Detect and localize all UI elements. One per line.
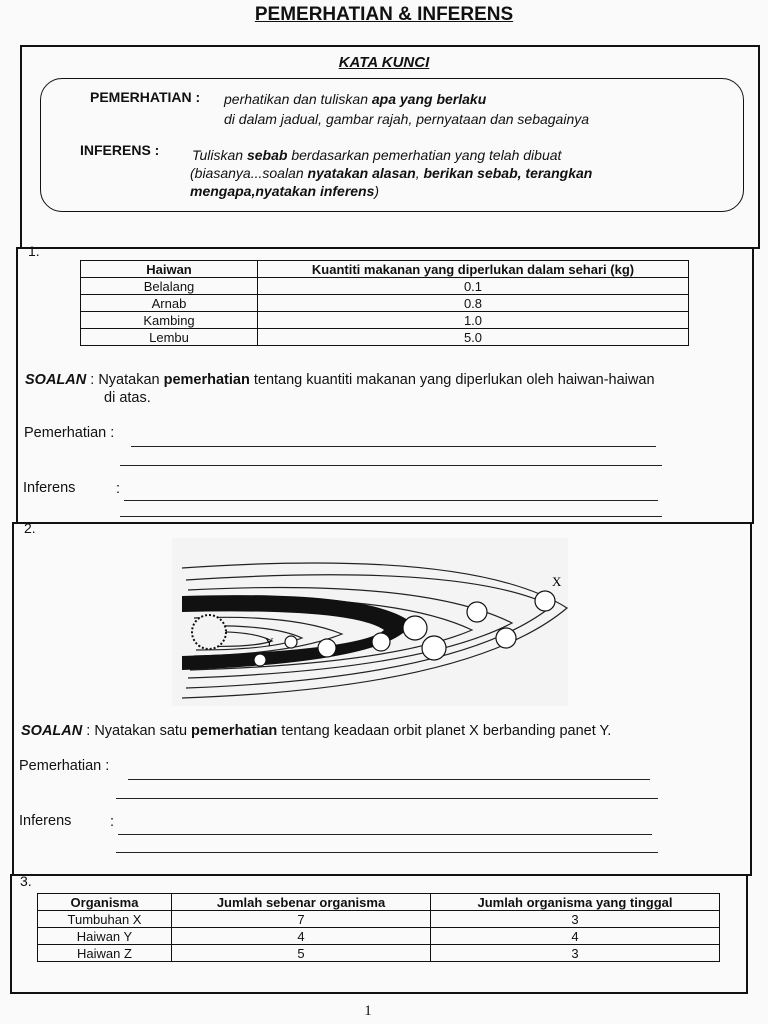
planet: [318, 639, 336, 657]
cell: Haiwan Z: [38, 945, 172, 962]
pemerhatian-keyword: PEMERHATIAN :: [90, 89, 201, 105]
header-jumlah-sebenar: Jumlah sebenar organisma: [172, 894, 431, 911]
cell: 4: [431, 928, 720, 945]
question-3-number: 3.: [20, 873, 32, 889]
q1-inferens-answer-line-2[interactable]: [120, 516, 662, 517]
table-header-row: [38, 894, 720, 911]
q2-inferens-label: Inferens: [19, 813, 72, 829]
pemerhatian-definition-line2: di dalam jadual, gambar rajah, pernyataan dan sebagainya: [224, 111, 590, 127]
q1-inferens-label: Inferens: [23, 480, 76, 496]
inferens-keyword: INFERENS :: [80, 142, 160, 158]
question-1-prompt-line2: di atas.: [104, 390, 151, 406]
organism-table: [37, 893, 720, 962]
question-1-number: 1.: [28, 243, 40, 259]
header-kuantiti: Kuantiti makanan yang diperlukan dalam sehari (kg): [258, 261, 689, 278]
q1-inferens-answer-line-1[interactable]: [124, 500, 658, 501]
inferens-definition-line3: mengapa,nyatakan inferens): [190, 183, 380, 199]
solar-system-orbit-diagram: [172, 538, 568, 706]
table-row: [81, 329, 689, 346]
planet: [372, 633, 390, 651]
table-row: [38, 911, 720, 928]
table-row: [81, 278, 689, 295]
table-row: [81, 312, 689, 329]
planet: [467, 602, 487, 622]
q2-inferens-colon: :: [110, 814, 115, 830]
q1-pemerhatian-answer-line-1[interactable]: [131, 446, 656, 447]
cell: 1.0: [258, 312, 689, 329]
page-number: 1: [364, 1003, 372, 1019]
table-row: [38, 945, 720, 962]
planet: [422, 636, 446, 660]
q1-pemerhatian-label: Pemerhatian :: [24, 425, 115, 441]
q1-pemerhatian-answer-line-2[interactable]: [120, 465, 662, 466]
inferens-definition-line1: Tuliskan sebab berdasarkan pemerhatian yang telah dibuat: [192, 147, 562, 163]
cell: 0.8: [258, 295, 689, 312]
header-jumlah-tinggal: Jumlah organisma yang tinggal: [431, 894, 720, 911]
cell: 7: [172, 911, 431, 928]
cell: Lembu: [81, 329, 258, 346]
planet-y-label: Y: [265, 635, 274, 649]
question-2-number: 2.: [24, 520, 36, 536]
planet: [496, 628, 516, 648]
cell: 3: [431, 945, 720, 962]
table-row: [81, 295, 689, 312]
food-quantity-table: [80, 260, 689, 346]
cell: 3: [431, 911, 720, 928]
cell: Tumbuhan X: [38, 911, 172, 928]
cell: Kambing: [81, 312, 258, 329]
q2-pemerhatian-label: Pemerhatian :: [19, 758, 110, 774]
question-1-prompt: SOALAN : Nyatakan pemerhatian tentang kuantiti makanan yang diperlukan oleh haiwan-haiwan: [25, 372, 655, 388]
sun-icon: [192, 615, 226, 649]
kata-kunci-heading: KATA KUNCI: [338, 54, 430, 71]
planet-x: [535, 591, 555, 611]
planet-x-label: X: [552, 574, 562, 589]
cell: Belalang: [81, 278, 258, 295]
cell: 5.0: [258, 329, 689, 346]
question-2-prompt: SOALAN : Nyatakan satu pemerhatian tentang keadaan orbit planet X berbanding panet Y.: [21, 723, 612, 739]
inferens-definition-line2: (biasanya...soalan nyatakan alasan, berikan sebab, terangkan: [190, 165, 593, 181]
cell: 4: [172, 928, 431, 945]
pemerhatian-definition-line1: perhatikan dan tuliskan apa yang berlaku: [224, 91, 487, 107]
q2-pemerhatian-answer-line-2[interactable]: [116, 798, 658, 799]
cell: Arnab: [81, 295, 258, 312]
q2-inferens-answer-line-2[interactable]: [116, 852, 658, 853]
planet-y: [285, 636, 297, 648]
cell: 5: [172, 945, 431, 962]
planet: [403, 616, 427, 640]
header-haiwan: Haiwan: [81, 261, 258, 278]
cell: 0.1: [258, 278, 689, 295]
page-title: PEMERHATIAN & INFERENS: [254, 4, 514, 25]
table-row: [38, 928, 720, 945]
cell: Haiwan Y: [38, 928, 172, 945]
table-header-row: [81, 261, 689, 278]
q2-inferens-answer-line-1[interactable]: [118, 834, 652, 835]
header-organisma: Organisma: [38, 894, 172, 911]
q1-inferens-colon: :: [116, 481, 121, 497]
planet: [254, 654, 266, 666]
q2-pemerhatian-answer-line-1[interactable]: [128, 779, 650, 780]
